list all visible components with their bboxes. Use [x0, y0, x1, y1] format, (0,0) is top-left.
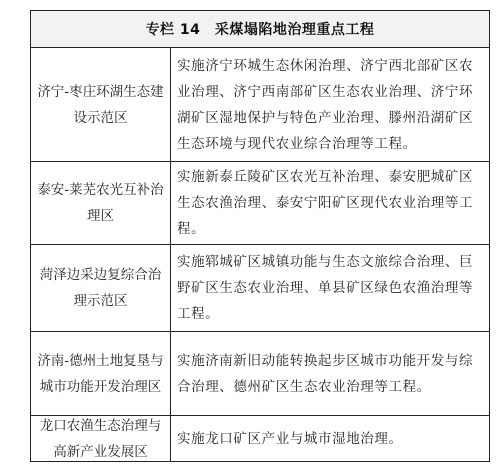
region-name: 济宁-枣庄环湖生态建设示范区 — [31, 48, 171, 161]
table-row — [31, 416, 489, 461]
table-title: 专栏 14 采煤塌陷地治理重点工程 — [31, 11, 489, 48]
project-content: 实施新泰丘陵矿区农光互补治理、泰安肥城矿区生态农渔治理、泰安宁阳矿区现代农业治理等工程。 — [177, 169, 474, 237]
region-name: 菏泽边采边复综合治理示范区 — [31, 245, 171, 331]
project-content: 实施龙口矿区产业与城市湿地治理。 — [177, 430, 403, 447]
key-projects-table — [30, 10, 490, 462]
table-row — [31, 332, 489, 416]
project-content: 实施济南新旧动能转换起步区城市功能开发与综合治理、德州矿区生态农业治理等工程。 — [177, 352, 474, 395]
table-row — [31, 162, 489, 245]
table-row — [31, 48, 489, 162]
region-name: 济南-德州土地复垦与城市功能开发治理区 — [31, 332, 171, 415]
region-name: 龙口农渔生态治理与高新产业发展区 — [31, 416, 171, 461]
project-content: 实施济宁环城生态休闲治理、济宁西北部矿区农业治理、济宁西南部矿区生态农业治理、济宁环湖矿区湿地保护与特色产业治理、滕州沿湖矿区生态环境与现代农业综合治理等工程。 — [177, 57, 474, 152]
region-name: 泰安-莱芜农光互补治理区 — [31, 162, 171, 244]
project-content: 实施郓城矿区城镇功能与生态文旅综合治理、巨野矿区生态农业治理、单县矿区绿色农渔治理等工程。 — [177, 254, 474, 322]
table-row — [31, 245, 489, 332]
